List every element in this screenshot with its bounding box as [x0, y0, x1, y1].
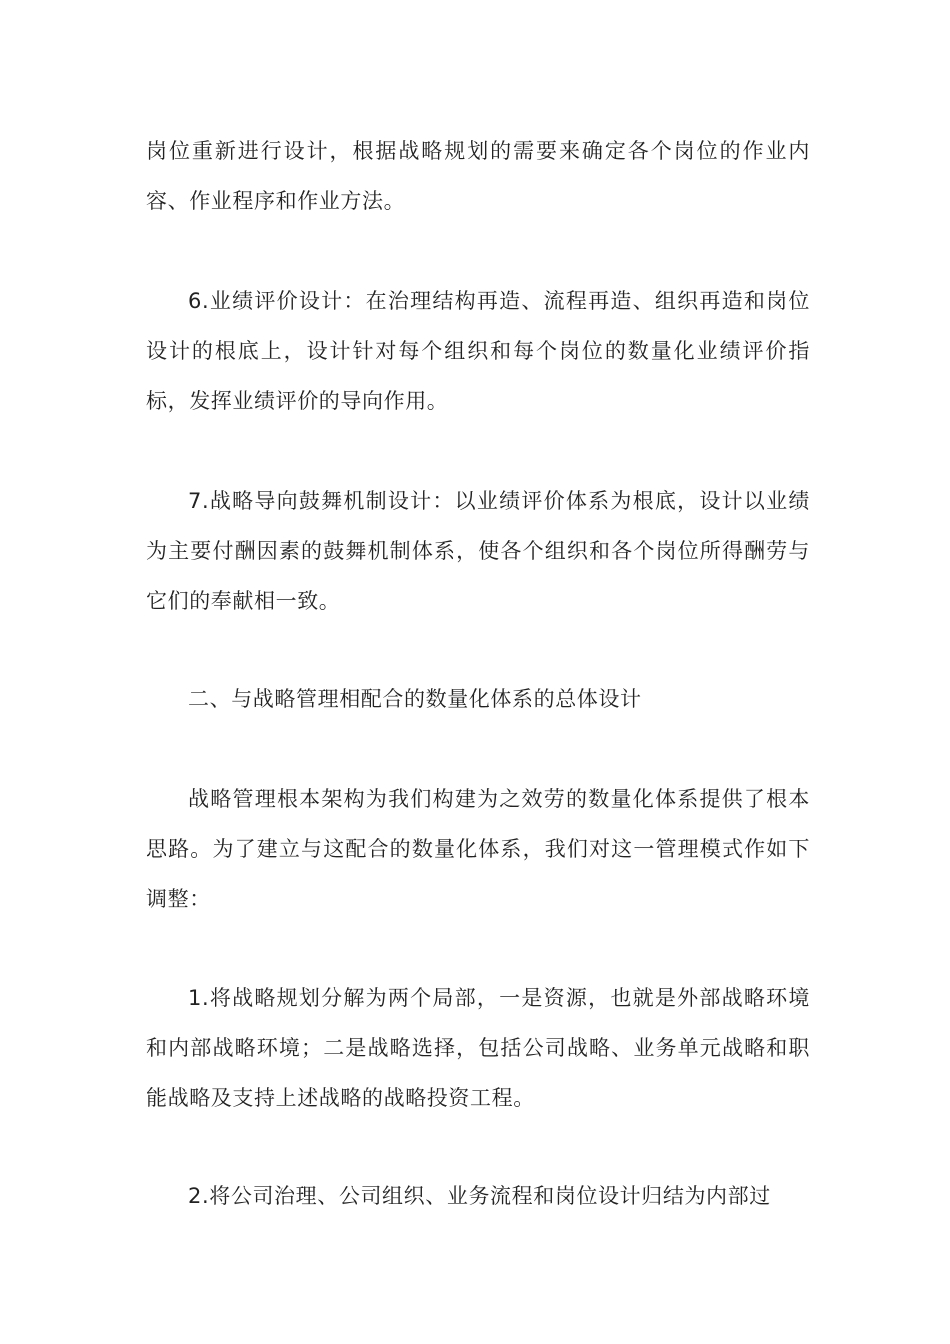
section-heading	[146, 674, 810, 724]
item-number: 7.	[188, 489, 210, 513]
paragraph-item-6	[146, 276, 810, 426]
paragraph-text: 战略管理根本架构为我们构建为之效劳的数量化体系提供了根本思路。为了建立与这配合的数量化体系，我们对这一管理模式作如下调整：	[146, 787, 810, 911]
paragraph-text: 战略导向鼓舞机制设计：以业绩评价体系为根底，设计以业绩为主要付酬因素的鼓舞机制体系，使各个组织和各个岗位所得酬劳与它们的奉献相一致。	[146, 489, 810, 613]
paragraph-item-7	[146, 476, 810, 626]
paragraph-continuation	[146, 126, 810, 226]
paragraph-text: 将战略规划分解为两个局部，一是资源，也就是外部战略环境和内部战略环境；二是战略选择，包括公司战略、业务单元战略和职能战略及支持上述战略的战略投资工程。	[146, 986, 810, 1110]
paragraph-text: 业绩评价设计：在治理结构再造、流程再造、组织再造和岗位设计的根底上，设计针对每个组织和每个岗位的数量化业绩评价指标，发挥业绩评价的导向作用。	[146, 289, 810, 413]
paragraph-item-2	[146, 1171, 810, 1221]
paragraph-text: 将公司治理、公司组织、业务流程和岗位设计归结为内部过	[209, 1184, 771, 1208]
section-heading-text: 二、与战略管理相配合的数量化体系的总体设计	[188, 687, 642, 711]
paragraph-item-1	[146, 973, 810, 1123]
paragraph-text: 岗位重新进行设计，根据战略规划的需要来确定各个岗位的作业内容、作业程序和作业方法。	[146, 139, 810, 213]
item-number: 6.	[188, 289, 210, 313]
item-number: 1.	[188, 986, 210, 1010]
paragraph-intro	[146, 774, 810, 924]
item-number: 2.	[188, 1184, 210, 1208]
